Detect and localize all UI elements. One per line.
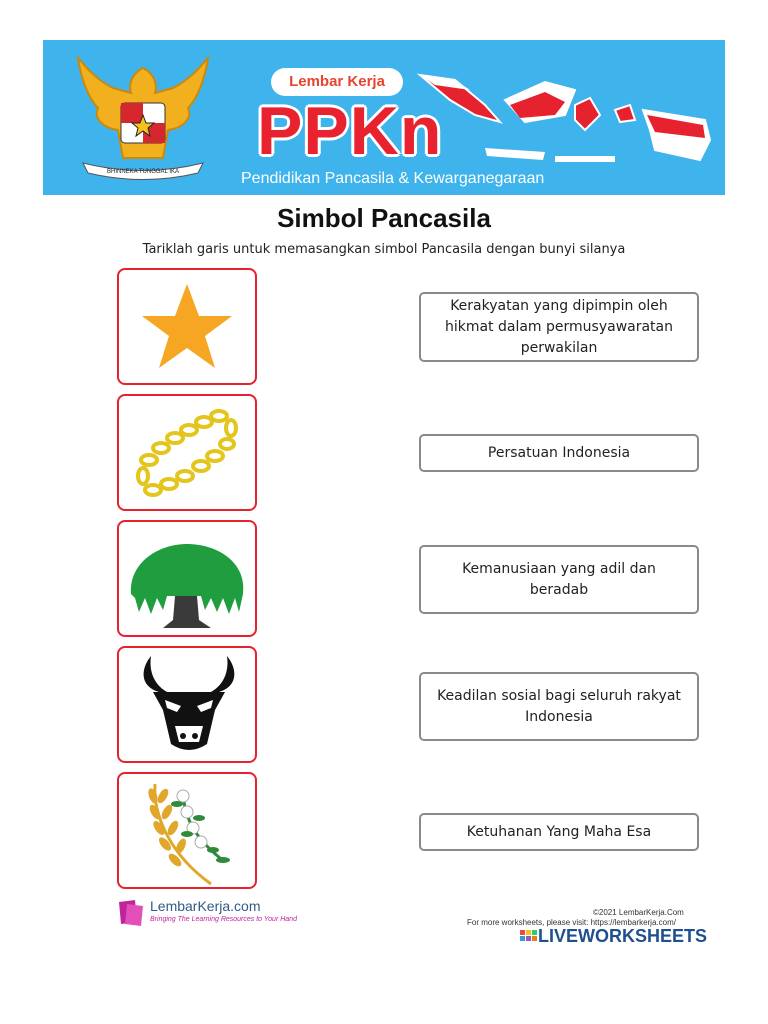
liveworksheets-brand: LIVEWORKSHEETS <box>538 926 708 946</box>
statement-box[interactable]: Kerakyatan yang dipimpin oleh hikmat dalam permusyawaratan perwakilan <box>419 292 699 362</box>
footer-more-link[interactable]: For more worksheets, please visit: https://lembarkerja.com/ <box>467 918 676 927</box>
footer-brand-tagline: Bringing The Learning Resources to Your Hand <box>150 916 297 923</box>
footer-brand: LembarKerja.com <box>150 898 261 914</box>
symbol-box-star[interactable] <box>117 268 257 385</box>
subject-title: PPKn <box>257 93 443 169</box>
bull-head-icon <box>119 648 254 760</box>
garuda-emblem-icon <box>73 48 213 188</box>
statement-box[interactable]: Persatuan Indonesia <box>419 434 699 472</box>
chain-icon <box>119 396 254 508</box>
statement-box[interactable]: Kemanusiaan yang adil dan beradab <box>419 545 699 614</box>
svg-text:BHINNEKA TUNGGAL IKA: BHINNEKA TUNGGAL IKA <box>106 169 180 175</box>
statement-box[interactable]: Keadilan sosial bagi seluruh rakyat Indonesia <box>419 672 699 741</box>
indonesia-map-icon <box>415 60 715 170</box>
worksheet-title: Simbol Pancasila <box>277 203 491 233</box>
symbol-box-rice-cotton[interactable] <box>117 772 257 889</box>
statement-box[interactable]: Ketuhanan Yang Maha Esa <box>419 813 699 851</box>
banyan-tree-icon <box>119 522 254 634</box>
worksheet-instruction: Tariklah garis untuk memasangkan simbol Pancasila dengan bunyi silanya <box>142 242 626 257</box>
rice-cotton-icon <box>119 774 254 886</box>
subject-subtitle: Pendidikan Pancasila & Kewarganegaraan <box>241 170 545 187</box>
header-banner <box>43 40 725 195</box>
star-icon <box>119 270 254 382</box>
worksheet-tag: Lembar Kerja <box>271 68 403 96</box>
symbol-box-chain[interactable] <box>117 394 257 511</box>
symbol-box-tree[interactable] <box>117 520 257 637</box>
footer-copyright: ©2021 LembarKerja.Com <box>593 908 684 917</box>
symbol-box-bull[interactable] <box>117 646 257 763</box>
